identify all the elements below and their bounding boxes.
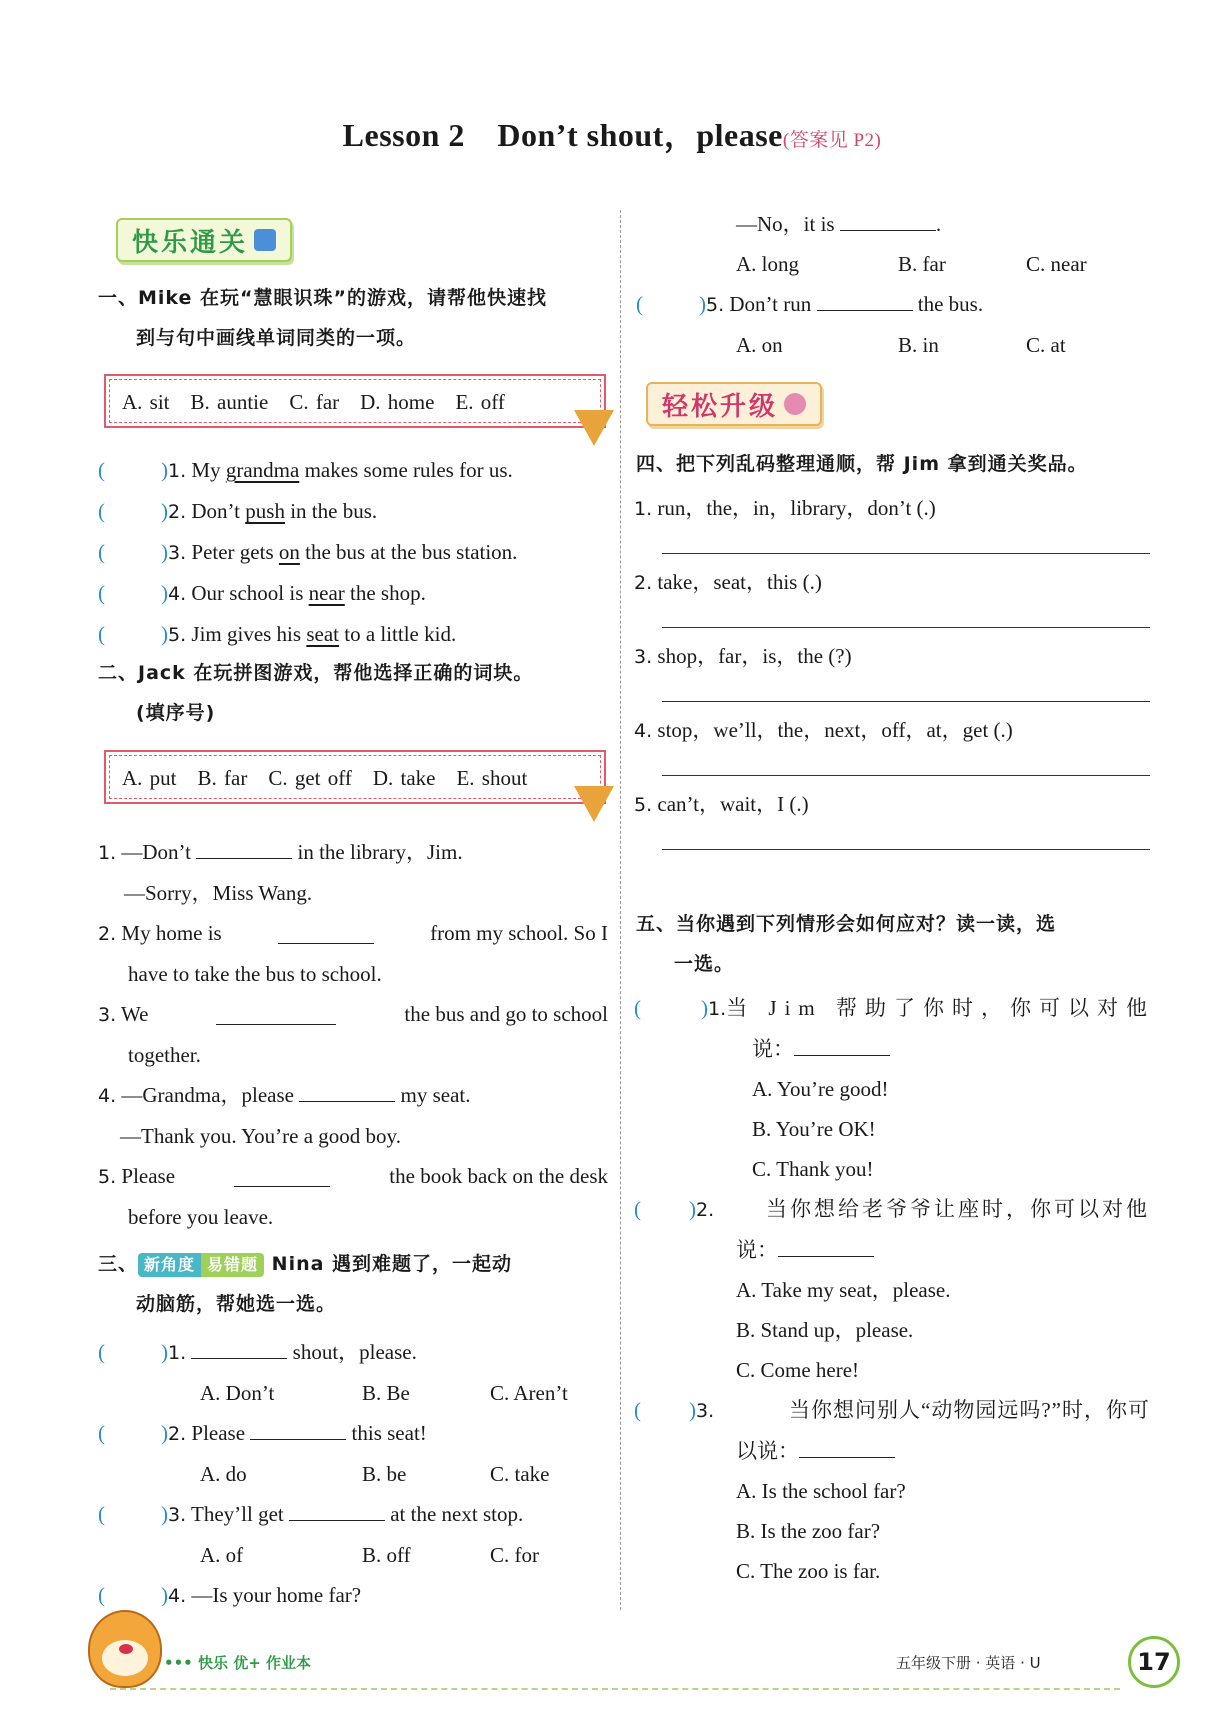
q-text: shout，please. — [292, 1340, 417, 1364]
s2-q2-line1 — [98, 913, 608, 954]
q-text: We — [121, 1002, 149, 1026]
pencil-cube-icon — [254, 229, 276, 251]
section-1-title-line1: 一、Mike 在玩“慧眼识珠”的游戏，请帮他快速找 — [98, 287, 548, 309]
section-1-items — [98, 450, 608, 655]
s3-q4-options — [636, 244, 1156, 284]
item-number: 2. — [696, 1199, 715, 1221]
s1-item-3 — [98, 532, 608, 573]
answer-paren-close: ) — [701, 996, 708, 1020]
option-b[interactable]: B. be — [362, 1462, 407, 1486]
q-text: at the next stop. — [390, 1502, 524, 1526]
s4-item-5 — [634, 784, 1150, 825]
s3-q5 — [636, 284, 1156, 325]
section-1-title — [98, 278, 547, 358]
s5-q1-line1 — [634, 988, 1155, 1029]
s2-q2-line2: have to take the bus to school. — [128, 962, 382, 986]
s1-item-2 — [98, 491, 608, 532]
underlined-word: on — [278, 540, 300, 564]
option-a[interactable]: A. Don’t — [200, 1381, 275, 1405]
option-b[interactable]: B. in — [898, 333, 939, 357]
fill-blank[interactable] — [299, 1079, 395, 1102]
option-c[interactable]: C. Come here! — [736, 1358, 860, 1382]
answer-paren-open: ( — [636, 292, 643, 316]
answer-line[interactable] — [662, 775, 1150, 776]
answer-paren-close: ) — [161, 581, 168, 605]
fill-blank[interactable] — [191, 1336, 287, 1359]
item-number: 5. — [98, 1166, 117, 1188]
q-text: They’ll get — [191, 1502, 284, 1526]
answer-paren-close: ) — [161, 1340, 168, 1364]
q-text: the bus. — [917, 292, 984, 316]
item-number: 1. — [634, 498, 653, 520]
underlined-word: grandma — [225, 458, 300, 482]
s2-q5-line1 — [98, 1156, 608, 1197]
option-b[interactable]: B. Be — [362, 1381, 410, 1405]
s3-q5-options — [636, 325, 1156, 365]
word-box-1-options: A. sit B. auntie C. far D. home E. off — [109, 379, 601, 423]
option-b[interactable]: B. Stand up，please. — [736, 1318, 914, 1342]
q-text: . — [935, 212, 942, 236]
q-text: 当你想给老爷爷让座时，你可以对他 — [766, 1197, 1150, 1221]
s5-q2-line1 — [634, 1189, 1150, 1230]
option-a[interactable]: A. You’re good! — [752, 1077, 889, 1101]
option-b[interactable]: B. Is the zoo far? — [736, 1519, 881, 1543]
fill-blank[interactable] — [216, 1002, 336, 1025]
item-text-post: in the bus. — [284, 499, 378, 523]
q-text: in the library，Jim. — [297, 840, 463, 864]
s2-q3-line2: together. — [128, 1043, 201, 1067]
item-number: 1. — [168, 1342, 187, 1364]
q-text: my seat. — [400, 1083, 471, 1107]
section-3-title — [98, 1244, 512, 1324]
q-text: —Grandma，please — [121, 1083, 294, 1107]
section-3-prefix: 三、 — [98, 1253, 139, 1275]
fill-blank[interactable] — [817, 288, 913, 311]
fill-blank[interactable] — [250, 1417, 346, 1440]
word-box-1 — [104, 374, 606, 428]
s4-item-2 — [634, 562, 1150, 603]
word-box-2 — [104, 750, 606, 804]
s3-q4 — [98, 1575, 608, 1616]
planet-icon — [784, 393, 806, 415]
option-c[interactable]: C. The zoo is far. — [736, 1559, 881, 1583]
scrambled-words: take，seat，this (.) — [657, 570, 822, 594]
tag-error-prone: 易错题 — [201, 1253, 264, 1277]
item-number: 5. — [634, 794, 653, 816]
item-number: 3. — [168, 542, 187, 564]
item-text-pre: Our school is — [191, 581, 309, 605]
pizza-icon — [574, 410, 614, 446]
answer-paren-close: ) — [699, 292, 706, 316]
q-text: 说： — [736, 1238, 778, 1262]
s1-item-4 — [98, 573, 608, 614]
q-text: from my school. So I — [430, 921, 608, 945]
answer-paren-close: ) — [161, 1502, 168, 1526]
s3-q4-line2 — [636, 204, 1156, 244]
answer-line[interactable] — [662, 553, 1150, 554]
item-text-post: to a little kid. — [338, 622, 457, 646]
item-text-post: the shop. — [344, 581, 426, 605]
s2-q3-line1 — [98, 994, 608, 1035]
underlined-word: seat — [306, 622, 339, 646]
item-text-pre: Jim gives his — [191, 622, 307, 646]
item-number: 2. — [168, 501, 187, 523]
s4-item-4 — [634, 710, 1150, 751]
section-5-title-line2: 一选。 — [674, 953, 735, 975]
section-3-title-line2: 动脑筋，帮她选一选。 — [136, 1293, 337, 1315]
answer-paren-close: ) — [689, 1197, 696, 1221]
underlined-word: push — [245, 499, 285, 523]
q-text: My home is — [121, 921, 222, 945]
item-number: 4. — [168, 1585, 187, 1607]
option-a[interactable]: A. Is the school far? — [736, 1479, 906, 1503]
q-text: 说： — [752, 1037, 794, 1061]
item-number: 4. — [98, 1085, 117, 1107]
q-text: —No，it is — [736, 212, 835, 236]
tiger-mascot-icon — [88, 1610, 162, 1688]
banner-kuaile-tongguan — [116, 218, 292, 262]
s2-q4-line2: —Thank you. You’re a good boy. — [120, 1124, 401, 1148]
scrambled-words: stop，we’ll，the，next，off，at，get (.) — [657, 718, 1013, 742]
section-2-title-line2: (填序号) — [136, 702, 216, 724]
item-number: 2. — [98, 923, 117, 945]
item-number: 1. — [168, 460, 187, 482]
s2-q5-line2: before you leave. — [128, 1205, 274, 1229]
answer-paren-close: ) — [161, 458, 168, 482]
answer-paren-open: ( — [634, 1197, 641, 1221]
section-2-title — [98, 653, 533, 733]
s3-q2-options — [98, 1454, 608, 1494]
fill-blank[interactable] — [278, 921, 374, 944]
answer-paren-open: ( — [98, 1502, 105, 1526]
footer-brand: ••• 快乐 优+ 作业本 — [164, 1654, 311, 1672]
option-c[interactable]: C. Thank you! — [752, 1157, 874, 1181]
option-c[interactable]: C. for — [490, 1543, 539, 1567]
section-3-continued — [636, 204, 1156, 365]
page-number: 17 — [1128, 1636, 1180, 1688]
section-5-title — [636, 904, 1056, 984]
option-a[interactable]: A. Take my seat，please. — [736, 1278, 951, 1302]
section-2-items — [98, 832, 608, 1237]
item-number: 5. — [168, 624, 187, 646]
q-text: Please — [121, 1164, 176, 1188]
s5-q3-line2 — [634, 1431, 1150, 1471]
footer-divider — [110, 1688, 1120, 1690]
answer-paren-open: ( — [98, 458, 105, 482]
item-text-post: makes some rules for us. — [299, 458, 513, 482]
item-number: 3. — [634, 646, 653, 668]
answer-paren-open: ( — [98, 581, 105, 605]
q-text: the book back on the desk — [389, 1164, 608, 1188]
option-b[interactable]: B. far — [898, 252, 946, 276]
section-5-items — [634, 988, 1155, 1591]
answer-paren-close: ) — [161, 540, 168, 564]
q-text: —Is your home far? — [191, 1583, 362, 1607]
item-text-pre: Don’t — [191, 499, 246, 523]
answer-paren-open: ( — [98, 1583, 105, 1607]
section-1-title-line2: 到与句中画线单词同类的一项。 — [136, 327, 417, 349]
option-c[interactable]: C. near — [1026, 252, 1087, 276]
s5-q2-line2 — [634, 1230, 1150, 1270]
item-number: 3. — [98, 1004, 117, 1026]
item-text-post: the bus at the bus station. — [299, 540, 518, 564]
s2-q4-line1 — [98, 1075, 608, 1116]
answer-paren-open: ( — [98, 1340, 105, 1364]
q-text: this seat! — [351, 1421, 427, 1445]
s5-q1-line2 — [634, 1029, 1150, 1069]
option-c[interactable]: C. at — [1026, 333, 1066, 357]
s3-q1-options — [98, 1373, 608, 1413]
item-number: 3. — [168, 1504, 187, 1526]
answer-paren-close: ) — [161, 1583, 168, 1607]
section-5-title-line1: 五、当你遇到下列情形会如何应对？读一读，选 — [636, 913, 1057, 935]
option-c[interactable]: C. take — [490, 1462, 550, 1486]
option-a[interactable]: A. on — [736, 333, 783, 357]
scrambled-words: shop，far，is，the (?) — [657, 644, 852, 668]
s4-item-3 — [634, 636, 1150, 677]
banner-qingsong-shengji — [646, 382, 822, 426]
answer-paren-close: ) — [161, 1421, 168, 1445]
s3-q3 — [98, 1494, 608, 1535]
scrambled-words: can’t，wait，I (.) — [657, 792, 809, 816]
s2-q1-line1 — [98, 832, 608, 873]
banner-text: 快乐通关 — [132, 227, 249, 258]
q-text: 当 Jim 帮助了你时，你可以对他 — [726, 996, 1155, 1020]
answer-line[interactable] — [662, 701, 1150, 702]
item-number: 2. — [168, 1423, 187, 1445]
item-text-pre: My — [191, 458, 226, 482]
item-number: 1. — [708, 998, 727, 1020]
section-3-title-line1 — [98, 1244, 512, 1284]
tag-new-angle: 新角度 — [138, 1253, 201, 1277]
q-text: 当你想问别人“动物园远吗?”时，你可 — [789, 1398, 1150, 1422]
option-a[interactable]: A. long — [736, 252, 799, 276]
s3-q1 — [98, 1332, 608, 1373]
answer-paren-close: ) — [161, 622, 168, 646]
option-a[interactable]: A. of — [200, 1543, 244, 1567]
answer-paren-close: ) — [689, 1398, 696, 1422]
option-a[interactable]: A. do — [200, 1462, 247, 1486]
word-box-2-options: A. put B. far C. get off D. take E. shout — [109, 755, 601, 799]
fill-blank[interactable] — [794, 1033, 890, 1056]
s3-q2 — [98, 1413, 608, 1454]
item-number: 1. — [98, 842, 117, 864]
s4-item-1 — [634, 488, 1150, 529]
s5-q3-line1 — [634, 1390, 1150, 1431]
section-4-items — [634, 488, 1150, 850]
answer-line[interactable] — [662, 849, 1150, 850]
fill-blank[interactable] — [234, 1164, 330, 1187]
pizza-icon — [574, 786, 614, 822]
answer-paren-open: ( — [634, 996, 641, 1020]
q-text: the bus and go to school — [404, 1002, 608, 1026]
fill-blank[interactable] — [778, 1234, 874, 1257]
option-c[interactable]: C. Aren’t — [490, 1381, 568, 1405]
fill-blank[interactable] — [840, 208, 936, 231]
section-2-title-line1: 二、Jack 在玩拼图游戏，帮他选择正确的词块。 — [98, 662, 534, 684]
q-text: Don’t run — [729, 292, 812, 316]
answer-paren-open: ( — [98, 1421, 105, 1445]
s3-q3-options — [98, 1535, 608, 1575]
fill-blank[interactable] — [799, 1435, 895, 1458]
item-number: 4. — [634, 720, 653, 742]
q-text: 以说： — [736, 1439, 799, 1463]
section-4-title: 四、把下列乱码整理通顺，帮 Jim 拿到通关奖品。 — [636, 453, 1088, 475]
q-text: Please — [191, 1421, 246, 1445]
answer-paren-open: ( — [98, 499, 105, 523]
s2-q1-line2: —Sorry，Miss Wang. — [124, 881, 313, 905]
answer-paren-close: ) — [161, 499, 168, 523]
section-3-items — [98, 1332, 608, 1616]
scrambled-words: run，the，in，library，don’t (.) — [657, 496, 936, 520]
footer-grade-subject: 五年级下册 · 英语 · U — [896, 1654, 1041, 1672]
underlined-word: near — [308, 581, 345, 605]
option-b[interactable]: B. off — [362, 1543, 411, 1567]
answer-reference: (答案见 P2) — [782, 130, 882, 151]
answer-paren-open: ( — [98, 622, 105, 646]
item-text-pre: Peter gets — [191, 540, 279, 564]
fill-blank[interactable] — [196, 836, 292, 859]
answer-paren-open: ( — [634, 1398, 641, 1422]
lesson-title: Lesson 2 Don’t shout，please — [342, 117, 783, 153]
item-number: 4. — [168, 583, 187, 605]
q-text: —Don’t — [121, 840, 192, 864]
column-divider — [620, 210, 621, 1610]
item-number: 3. — [696, 1400, 715, 1422]
option-b[interactable]: B. You’re OK! — [752, 1117, 876, 1141]
answer-line[interactable] — [662, 627, 1150, 628]
item-number: 2. — [634, 572, 653, 594]
page-title — [0, 110, 1224, 156]
s1-item-1 — [98, 450, 608, 491]
item-number: 5. — [706, 294, 725, 316]
banner-text: 轻松升级 — [662, 391, 779, 422]
s1-item-5 — [98, 614, 608, 655]
answer-paren-open: ( — [98, 540, 105, 564]
section-3-title-text: Nina 遇到难题了，一起动 — [264, 1253, 513, 1275]
fill-blank[interactable] — [289, 1498, 385, 1521]
